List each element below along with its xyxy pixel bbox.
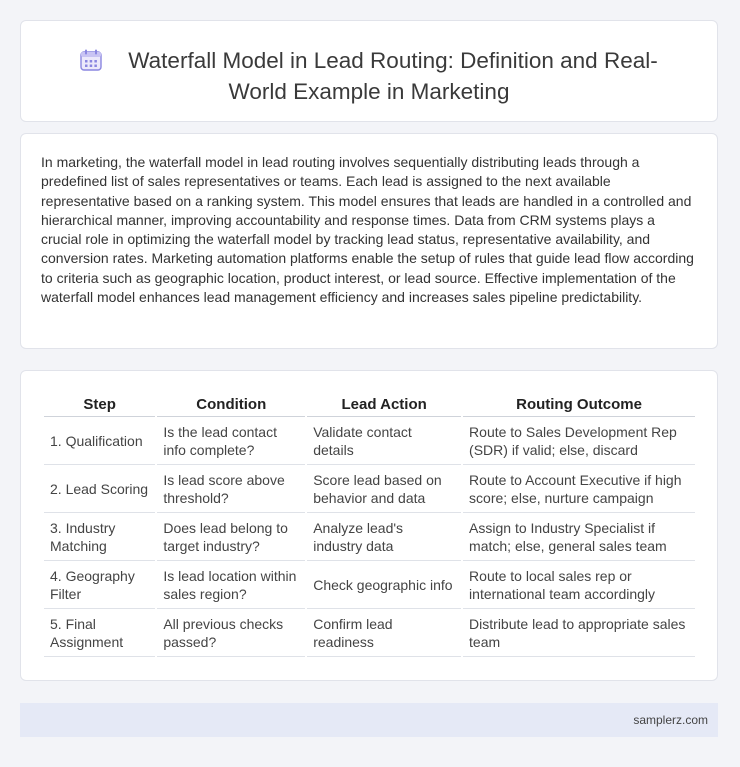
cell-lead-action: Validate contact details: [307, 417, 461, 465]
table-row: [44, 609, 695, 657]
cell-lead-action: Score lead based on behavior and data: [307, 465, 461, 513]
footer-bar: [20, 703, 718, 737]
cell-condition: Is lead score above threshold?: [157, 465, 305, 513]
calendar-icon: [80, 49, 102, 71]
cell-lead-action: Check geographic info: [307, 561, 461, 609]
cell-step: 3. Industry Matching: [44, 513, 155, 561]
cell-step: 5. Final Assignment: [44, 609, 155, 657]
cell-lead-action: Analyze lead's industry data: [307, 513, 461, 561]
page-title: Waterfall Model in Lead Routing: Definition and Real-World Example in Marketing: [128, 48, 658, 104]
cell-condition: Does lead belong to target industry?: [157, 513, 305, 561]
intro-card: [20, 133, 718, 349]
routing-table: [42, 390, 697, 657]
table-row: [44, 417, 695, 465]
cell-condition: Is lead location within sales region?: [157, 561, 305, 609]
cell-condition: Is the lead contact info complete?: [157, 417, 305, 465]
header-step: Step: [44, 390, 155, 417]
cell-routing-outcome: Distribute lead to appropriate sales team: [463, 609, 695, 657]
page-title-wrap: [61, 45, 677, 107]
cell-condition: All previous checks passed?: [157, 609, 305, 657]
cell-lead-action: Confirm lead readiness: [307, 609, 461, 657]
header-lead-action: Lead Action: [307, 390, 461, 417]
title-card: [20, 20, 718, 122]
cell-routing-outcome: Route to local sales rep or international team accordingly: [463, 561, 695, 609]
table-row: [44, 561, 695, 609]
intro-paragraph: In marketing, the waterfall model in lead routing involves sequentially distributing leads through a predefined list of sales representatives or teams. Each lead is assigned to the next available representative based on a ranking system. This model ensures that leads are handled in a controlled and hierarchical manner, improving accountability and response times. Data from CRM systems plays a crucial role in optimizing the waterfall model by tracking lead status, representative availability, and conversion rates. Marketing automation platforms enable the setup of rules that guide lead flow according to criteria such as geographic location, product interest, or lead source. Effective implementation of the waterfall model enhances lead management efficiency and increases sales pipeline predictability.: [41, 154, 694, 306]
header-routing-outcome: Routing Outcome: [463, 390, 695, 417]
cell-routing-outcome: Assign to Industry Specialist if match; else, general sales team: [463, 513, 695, 561]
table-header-row: [44, 390, 695, 417]
cell-step: 4. Geography Filter: [44, 561, 155, 609]
table-row: [44, 513, 695, 561]
cell-routing-outcome: Route to Sales Development Rep (SDR) if valid; else, discard: [463, 417, 695, 465]
header-condition: Condition: [157, 390, 305, 417]
cell-routing-outcome: Route to Account Executive if high score; else, nurture campaign: [463, 465, 695, 513]
cell-step: 2. Lead Scoring: [44, 465, 155, 513]
footer-site-link[interactable]: samplerz.com: [633, 713, 708, 727]
cell-step: 1. Qualification: [44, 417, 155, 465]
table-row: [44, 465, 695, 513]
table-card: [20, 370, 718, 681]
